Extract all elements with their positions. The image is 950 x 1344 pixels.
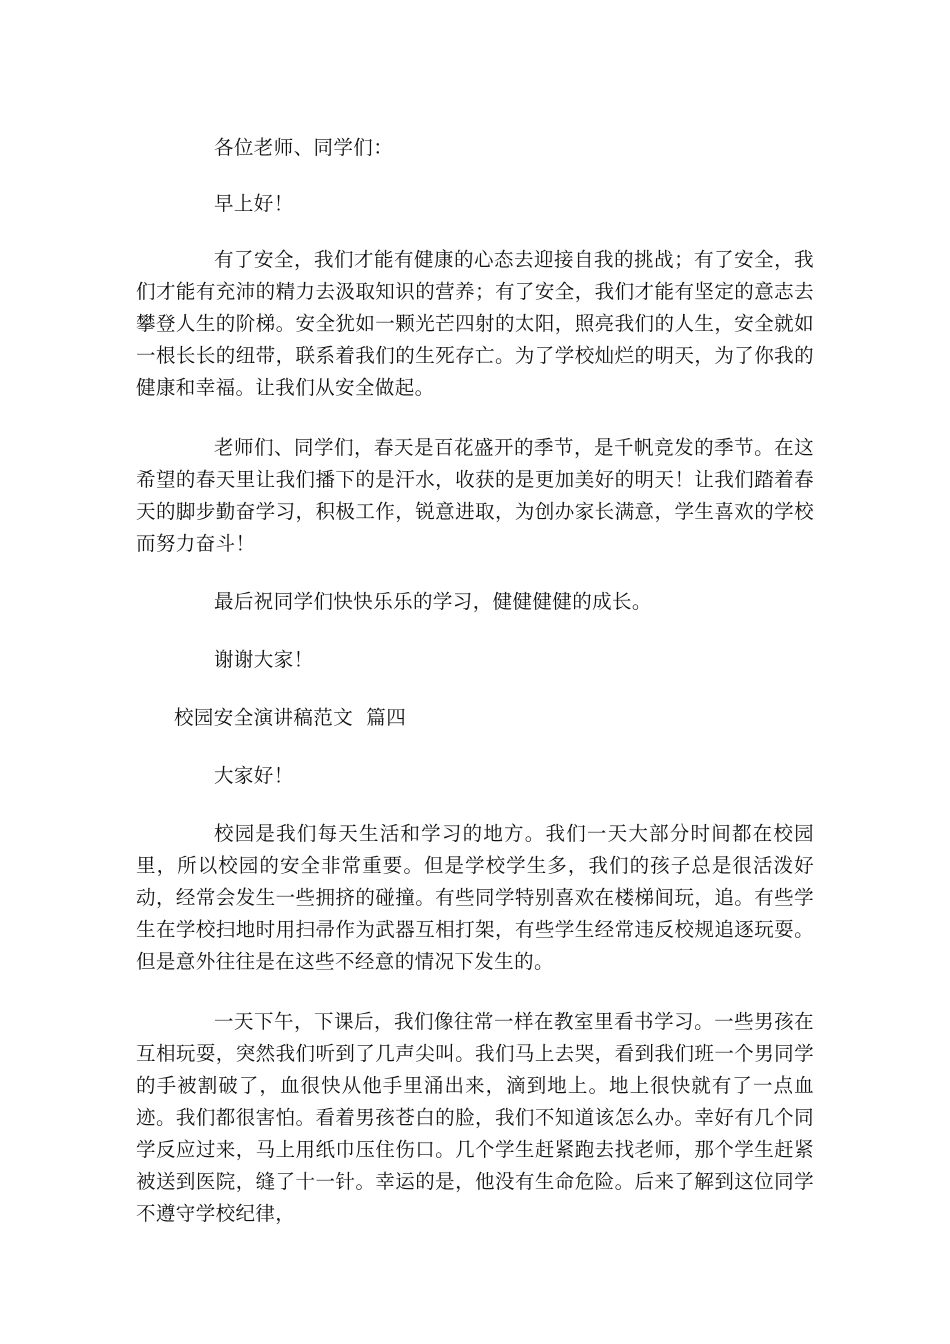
paragraph-spring: 老师们、同学们，春天是百花盛开的季节，是千帆竞发的季节。在这希望的春天里让我们播下的是汗水，收获的是更加美好的明天！让我们踏着春天的脚步勤奋学习，积极工作，锐意进取，为创办家长满意，学生喜欢的学校而努力奋斗！ (136, 436, 814, 555)
paragraph-thanks: 谢谢大家！ (214, 648, 314, 671)
salutation: 各位老师、同学们： (214, 136, 394, 159)
paragraph-incident: 一天下午，下课后，我们像往常一样在教室里看书学习。一些男孩在互相玩耍，突然我们听到了几声尖叫。我们马上去哭，看到我们班一个男同学的手被割破了，血很快从他手里涌出来，滴到地上。地上很快就有了一点血迹。我们都很害怕。看着男孩苍白的脸，我们不知道该怎么办。幸好有几个同学反应过来，马上用纸巾压住伤口。几个学生赶紧跑去找老师，那个学生赶紧被送到医院，缝了十一针。幸运的是，他没有生命危险。后来了解到这位同学不遵守学校纪律， (136, 1010, 814, 1225)
document-page (136, 132, 814, 1230)
greeting: 早上好！ (214, 192, 294, 215)
section-heading: 校园安全演讲稿范文 篇四 (174, 706, 407, 729)
paragraph-safety-importance: 有了安全，我们才能有健康的心态去迎接自我的挑战；有了安全，我们才能有充沛的精力去汲取知识的营养；有了安全，我们才能有坚定的意志去攀登人生的阶梯。安全犹如一颗光芒四射的太阳，照亮我们的人生，安全就如一根长长的纽带，联系着我们的生死存亡。为了学校灿烂的明天，为了你我的健康和幸福。让我们从安全做起。 (136, 248, 814, 399)
paragraph-campus: 校园是我们每天生活和学习的地方。我们一天大部分时间都在校园里，所以校园的安全非常重要。但是学校学生多，我们的孩子总是很活泼好动，经常会发生一些拥挤的碰撞。有些同学特别喜欢在楼梯间玩，追。有些学生在学校扫地时用扫帚作为武器互相打架，有些学生经常违反校规追逐玩耍。但是意外往往是在这些不经意的情况下发生的。 (136, 822, 814, 973)
paragraph-wishes: 最后祝同学们快快乐乐的学习，健健健健的成长。 (214, 590, 652, 613)
section-greeting: 大家好！ (214, 764, 294, 787)
